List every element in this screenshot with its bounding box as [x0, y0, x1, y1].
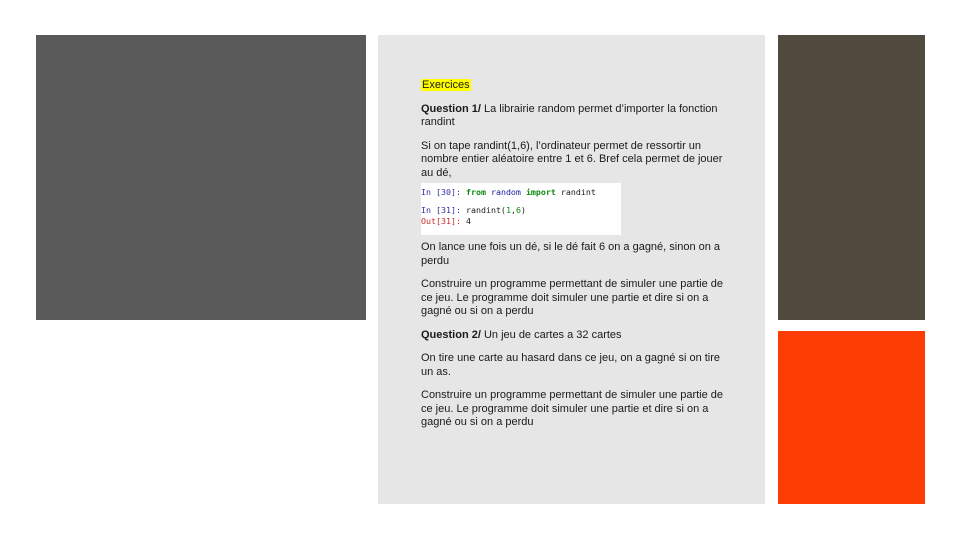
code-line-1	[421, 187, 621, 199]
code-paren: )	[520, 204, 526, 215]
decorative-orange-block	[778, 331, 925, 504]
code-function: randint	[560, 187, 596, 197]
code-line-2	[421, 205, 621, 217]
code-function: randint(	[465, 204, 506, 215]
code-prompt: In [31]:	[421, 204, 461, 215]
question-2-text: Un jeu de cartes a 32 cartes	[480, 328, 622, 341]
code-screenshot	[421, 183, 621, 235]
question-2-label: Question 2/	[421, 328, 481, 341]
construire-paragraph-2: Construire un programme permettant de simuler une partie de ce jeu. Le programme doit simuler une partie et dire si on a gagné ou si on a perdu	[421, 389, 724, 428]
randint-paragraph: Si on tape randint(1,6), l’ordinateur permet de ressortir un nombre entier aléatoire entre 1 et 6. Bref cela permet de jouer au dé,	[421, 139, 723, 179]
decorative-brown-block	[778, 35, 925, 320]
code-output-value: 4	[465, 216, 471, 226]
code-number: 6	[515, 204, 521, 215]
question-1-label: Question 1/	[421, 102, 481, 115]
code-line-3	[421, 216, 621, 228]
code-keyword: from	[465, 187, 486, 197]
question-1	[421, 103, 731, 130]
code-number: 1	[505, 204, 511, 215]
heading-paragraph	[421, 79, 731, 93]
code-keyword: import	[525, 187, 556, 197]
code-output-prompt: Out[31]:	[421, 216, 461, 226]
code-prompt: In [30]:	[421, 187, 461, 197]
construire-paragraph-1: Construire un programme permettant de simuler une partie de ce jeu. Le programme doit simuler une partie et dire si on a gagné ou si on a perdu	[421, 278, 724, 317]
question-1-text: La librairie random permet d’importer la fonction randint	[421, 102, 718, 128]
slide-content	[421, 79, 731, 440]
question-2	[421, 329, 731, 343]
decorative-gray-block	[36, 35, 366, 320]
code-comma: ,	[510, 204, 516, 215]
slide-heading: Exercices	[422, 79, 470, 91]
code-module: random	[490, 187, 521, 197]
tire-paragraph: On tire une carte au hasard dans ce jeu, on a gagné si on tire un as.	[421, 352, 721, 378]
de-paragraph: On lance une fois un dé, si le dé fait 6 on a gagné, sinon on a perdu	[421, 241, 721, 267]
